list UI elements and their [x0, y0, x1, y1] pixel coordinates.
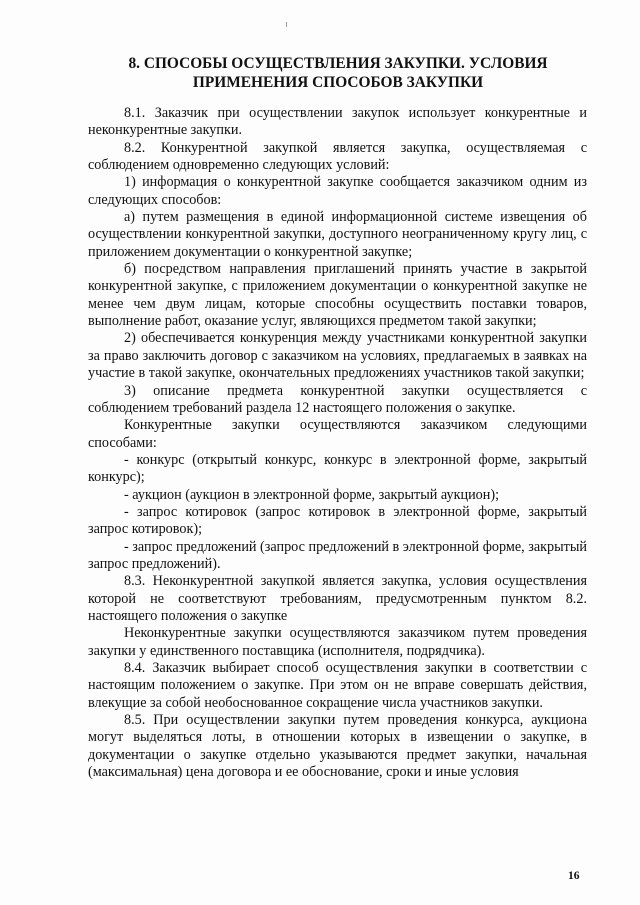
- paragraph: 1) информация о конкурентной закупке сообщается заказчиком одним из следующих способов:: [88, 174, 587, 208]
- scan-mark: [286, 22, 287, 27]
- list-item: - аукцион (аукцион в электронной форме, закрытый аукцион);: [124, 486, 500, 503]
- section-heading: [88, 54, 588, 92]
- heading-line-1: 8. СПОСОБЫ ОСУЩЕСТВЛЕНИЯ ЗАКУПКИ. УСЛОВИЯ: [128, 55, 548, 72]
- paragraph: 8.3. Неконкурентной закупкой является закупка, условия осуществления которой не соответствуют требованиям, предусмотренным пунктом 8.2. настоящего положения о закупке: [88, 573, 587, 624]
- paragraph: 8.4. Заказчик выбирает способ осуществления закупки в соответствии с настоящим положением о закупке. При этом он не вправе совершать действия, влекущие за собой необоснованное сокращение числа участников закупки.: [88, 660, 587, 711]
- paragraph: 2) обеспечивается конкуренция между участниками конкурентной закупки за право заключить договор с заказчиком на условиях, предлагаемых в заявках на участие в такой закупке, окончательных предложениях участников такой закупки;: [88, 330, 587, 382]
- paragraph: Неконкурентные закупки осуществляются заказчиком путем проведения закупки у единственного поставщика (исполнителя, подрядчика).: [88, 625, 587, 659]
- paragraph: а) путем размещения в единой информационной системе извещения об осуществлении конкурентной закупки, доступного неограниченному кругу лиц, с приложением документации о конкурентной закупке;: [88, 209, 587, 260]
- list-item: - запрос предложений (запрос предложений в электронной форме, закрытый запрос предложений).: [88, 538, 587, 572]
- list-item: - запрос котировок (запрос котировок в электронной форме, закрытый запрос котировок);: [88, 503, 587, 538]
- paragraph: Конкурентные закупки осуществляются заказчиком следующими способами:: [88, 417, 587, 451]
- list-item: - конкурс (открытый конкурс, конкурс в электронной форме, закрытый конкурс);: [88, 451, 587, 486]
- paragraph: 8.2. Конкурентной закупкой является закупка, осуществляемая с соблюдением одновременно следующих условий:: [88, 139, 587, 174]
- paragraph: 3) описание предмета конкурентной закупки осуществляется с соблюдением требований раздела 12 настоящего положения о закупке.: [88, 382, 587, 416]
- paragraph: б) посредством направления приглашений принять участие в закрытой конкурентной закупке, с приложением документации о конкурентной закупке не менее чем двум лицам, которые способны осуществить поставки товаров, выполнение работ, оказание услуг, являющихся предметом такой закупки;: [88, 261, 587, 330]
- heading-line-2: ПРИМЕНЕНИЯ СПОСОБОВ ЗАКУПКИ: [192, 74, 484, 91]
- paragraph: 8.5. При осуществлении закупки путем проведения конкурса, аукциона могут выделяться лоты, в отношении которых в извещении о закупке, в документации о закупке отдельно указываются предмет закупки, начальная (максимальная) цена договора и ее обоснование, сроки и иные условия: [88, 712, 587, 781]
- paragraph: 8.1. Заказчик при осуществлении закупок использует конкурентные и неконкурентные закупки.: [88, 105, 587, 139]
- page-number: 16: [568, 870, 580, 882]
- document-body: [88, 105, 587, 781]
